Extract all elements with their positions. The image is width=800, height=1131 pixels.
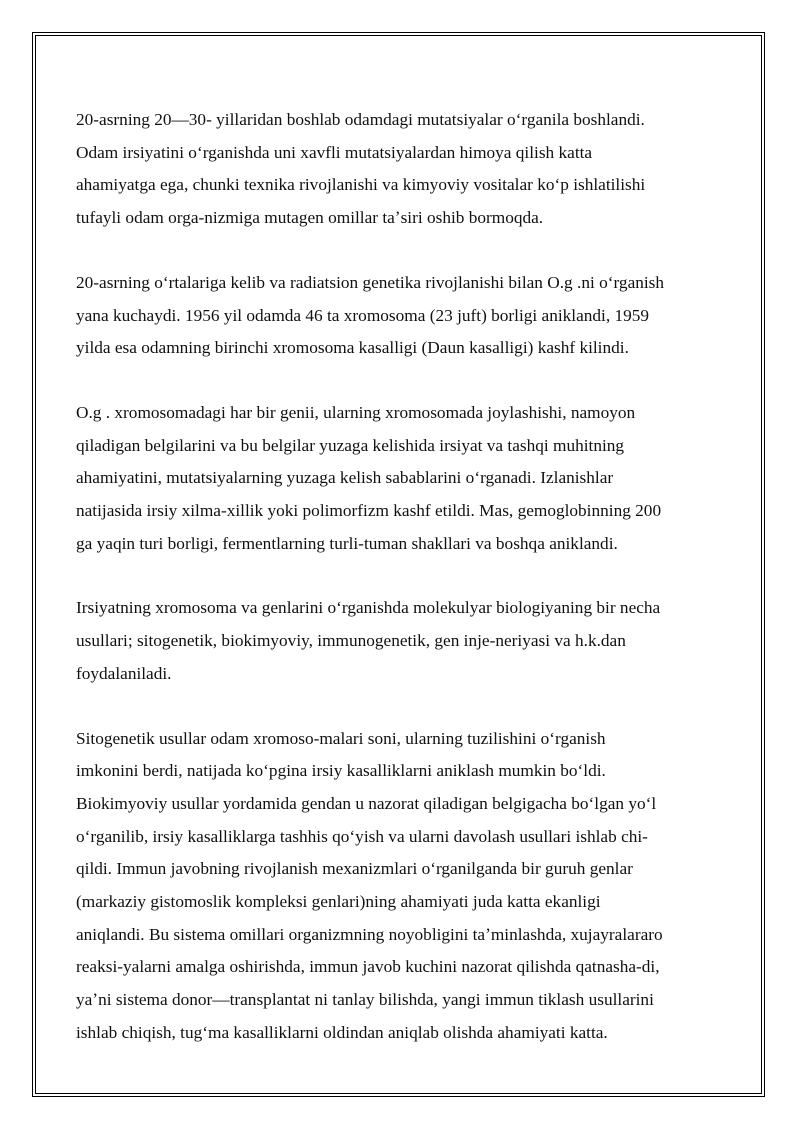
text-line: imkonini berdi, natijada koʻpgina irsiy kasalliklarni aniklash mumkin boʻldi. <box>76 761 606 781</box>
text-line: Sitogenetik usullar odam xromoso-malari soni, ularning tuzilishini oʻrganish <box>76 728 606 748</box>
document-body <box>76 104 724 1082</box>
text-line: qildi. Immun javobning rivojlanish mexanizmlari oʻrganilganda bir guruh genlar <box>76 859 633 879</box>
text-line: ishlab chiqish, tugʻma kasalliklarni oldindan aniqlab olishda ahamiyati katta. <box>76 1022 608 1042</box>
text-line: qiladigan belgilarini va bu belgilar yuzaga kelishida irsiyat va tashqi muhitning <box>76 435 625 455</box>
text-line: tufayli odam orga-nizmiga mutagen omillar taʼsiri oshib bormoqda. <box>76 208 544 228</box>
text-line: foydalaniladi. <box>76 663 172 683</box>
text-line: (markaziy gistomoslik kompleksi genlari)ning ahamiyati juda katta ekanligi <box>76 892 601 912</box>
text-line: yilda esa odamning birinchi xromosoma kasalligi (Daun kasalligi) kashf kilindi. <box>76 338 629 358</box>
paragraph-2 <box>76 267 724 365</box>
paragraph-5 <box>76 723 724 1050</box>
text-line: ahamiyatga ega, chunki texnika rivojlanishi va kimyoviy vositalar koʻp ishlatilishi <box>76 175 646 195</box>
paragraph-1 <box>76 104 724 235</box>
text-line: O.g . xromosomadagi har bir genii, ularning xromosomada joylashishi, namoyon <box>76 402 636 422</box>
text-line: ahamiyatini, mutatsiyalarning yuzaga kelish sabablarini oʻrganadi. Izlanishlar <box>76 468 614 488</box>
text-line: 20-asrning oʻrtalariga kelib va radiatsion genetika rivojlanishi bilan O.g .ni oʻrganish <box>76 272 665 292</box>
text-line: Odam irsiyatini oʻrganishda uni xavfli mutatsiyalardan himoya qilish katta <box>76 142 593 162</box>
text-line: Biokimyoviy usullar yordamida gendan u nazorat qiladigan belgigacha boʻlgan yoʻl <box>76 793 657 813</box>
text-line: reaksi-yalarni amalga oshirishda, immun javob kuchini nazorat qilishda qatnasha-di, <box>76 957 660 977</box>
text-line: usullari; sitogenetik, biokimyoviy, immunogenetik, gen inje-neriyasi va h.k.dan <box>76 631 626 651</box>
text-line: Irsiyatning xromosoma va genlarini oʻrganishda molekulyar biologiyaning bir necha <box>76 598 661 618</box>
text-line: yana kuchaydi. 1956 yil odamda 46 ta xromosoma (23 juft) borligi aniklandi, 1959 <box>76 305 650 325</box>
paragraph-3 <box>76 397 724 561</box>
paragraph-4 <box>76 592 724 690</box>
text-line: natijasida irsiy xilma-xillik yoki polimorfizm kashf etildi. Mas, gemoglobinning 200 <box>76 501 662 521</box>
text-line: yaʼni sistema donor—transplantat ni tanlay bilishda, yangi immun tiklash usullarini <box>76 990 654 1010</box>
text-line: 20-asrning 20—30- yillaridan boshlab odamdagi mutatsiyalar oʻrganila boshlandi. <box>76 110 645 129</box>
text-line: ga yaqin turi borligi, fermentlarning turli-tuman shakllari va boshqa aniklandi. <box>76 533 618 553</box>
text-line: aniqlandi. Bu sistema omillari organizmning noyobligini taʼminlashda, xujayralararo <box>76 924 663 944</box>
text-line: oʻrganilib, irsiy kasalliklarga tashhis qoʻyish va ularni davolash usullari ishlab chi- <box>76 826 648 846</box>
